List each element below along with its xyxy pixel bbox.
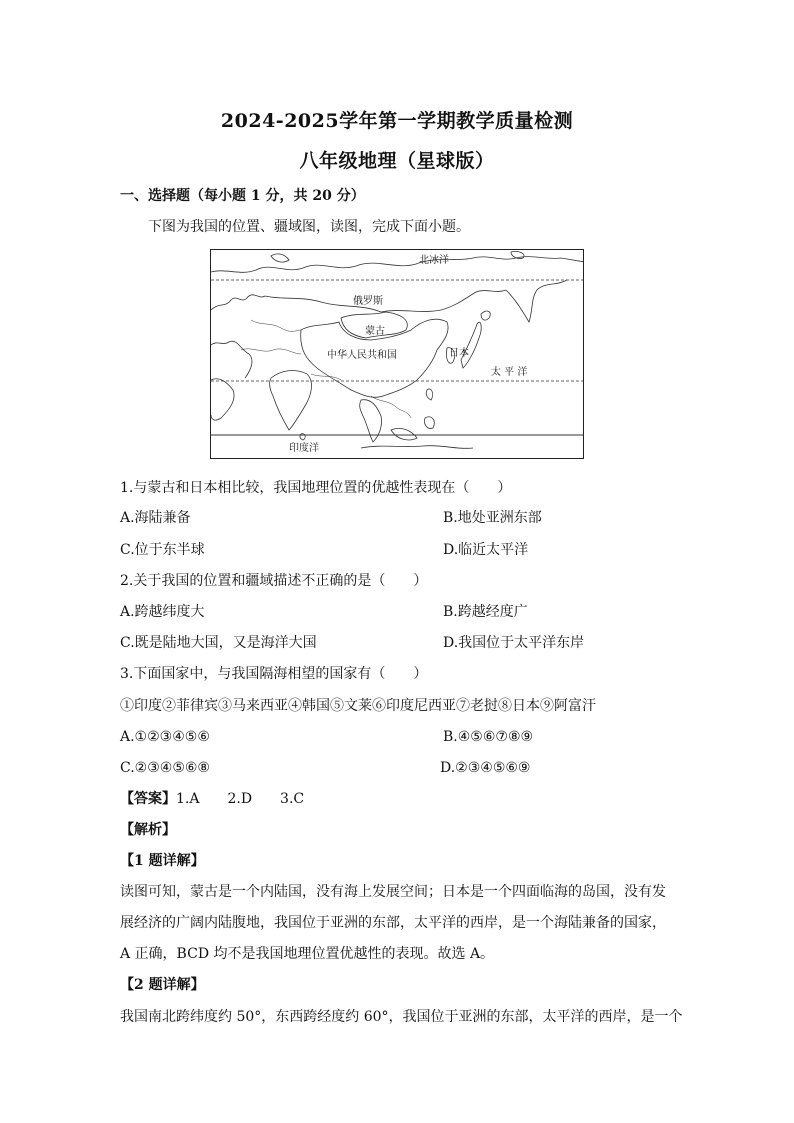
answer-values: 1.A 2.D 3.C (176, 791, 305, 807)
question-2-option-a: A.跨越纬度大 (120, 604, 205, 620)
question-2-option-d: D.我国位于太平洋东岸 (443, 635, 585, 651)
map-label-russia: 俄罗斯 (353, 296, 383, 307)
analysis-q1-line-3: A 正确，BCD 均不是我国地理位置优越性的表现。故选 A。 (120, 946, 495, 962)
question-2-option-b: B.跨越经度广 (443, 604, 528, 620)
map-label-japan: 日本 (449, 348, 469, 359)
analysis-q2-label: 【2 题详解】 (120, 977, 205, 993)
question-2-stem: 2.关于我国的位置和疆域描述不正确的是（ ） (120, 573, 428, 589)
map-label-china: 中华人民共和国 (327, 350, 397, 361)
answer-line (120, 789, 304, 809)
question-3-option-a: A.①②③④⑤⑥ (120, 729, 210, 745)
analysis-q2-line-1: 我国南北跨纬度约 50°，东西跨经度约 60°，我国位于亚洲的东部，太平洋的西岸，是一个 (120, 1009, 683, 1025)
map-label-arctic: 北冰洋 (419, 255, 449, 266)
page-subtitle: 八年级地理（星球版） (299, 150, 495, 172)
question-3-country-list: ①印度②菲律宾③马来西亚④韩国⑤文莱⑥印度尼西亚⑦老挝⑧日本⑨阿富汗 (120, 698, 596, 714)
question-1-stem: 1.与蒙古和日本相比较，我国地理位置的优越性表现在（ ） (120, 480, 512, 496)
analysis-q1-line-1: 读图可知，蒙古是一个内陆国，没有海上发展空间；日本是一个四面临海的岛国，没有发 (120, 884, 666, 900)
page-title: 2024-2025学年第一学期教学质量检测 (220, 110, 574, 132)
map-drawing (211, 250, 584, 459)
answer-label: 【答案】 (120, 791, 176, 807)
analysis-q1-line-2: 展经济的广阔内陆腹地，我国位于亚洲的东部，太平洋的西岸，是一个海陆兼备的国家， (120, 915, 666, 931)
china-location-map (210, 249, 584, 459)
question-3-option-b: B.④⑤⑥⑦⑧⑨ (443, 729, 534, 745)
question-3-option-c: C.②③④⑤⑥⑧ (120, 760, 210, 776)
section-heading: 一、选择题（每小题 1 分，共 20 分） (120, 188, 365, 204)
question-3-stem: 3.下面国家中，与我国隔海相望的国家有（ ） (120, 666, 428, 682)
question-2-option-c: C.既是陆地大国，又是海洋大国 (120, 635, 317, 651)
map-label-pacific: 太 平 洋 (491, 367, 528, 378)
question-1-option-b: B.地处亚洲东部 (443, 510, 542, 526)
question-3-option-d: D.②③④⑤⑥⑨ (440, 760, 531, 776)
map-label-mongolia: 蒙古 (365, 326, 385, 337)
question-1-option-c: C.位于东半球 (120, 542, 205, 558)
section-intro: 下图为我国的位置、疆域图，读图，完成下面小题。 (148, 219, 470, 235)
question-1-option-d: D.临近太平洋 (443, 542, 529, 558)
analysis-q1-label: 【1 题详解】 (120, 853, 205, 869)
question-1-option-a: A.海陆兼备 (120, 510, 191, 526)
map-label-indian: 印度洋 (289, 443, 319, 454)
analysis-label: 【解析】 (120, 822, 176, 838)
